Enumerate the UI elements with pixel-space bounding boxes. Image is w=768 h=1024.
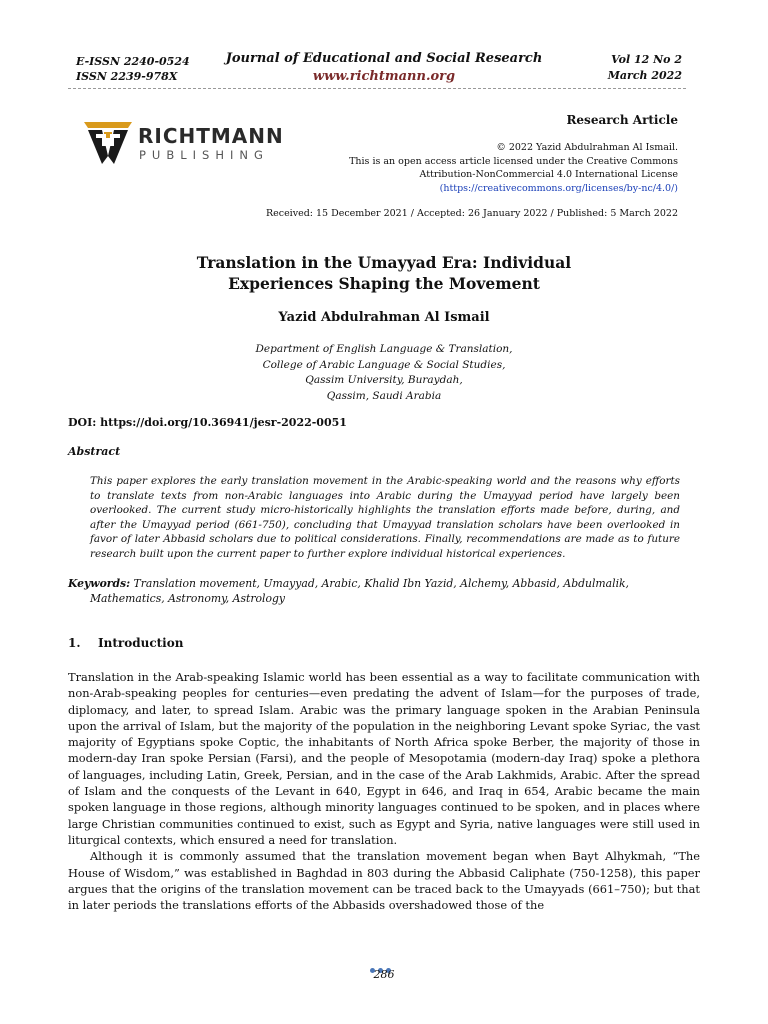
affiliation-line: Qassim, Saudi Arabia (326, 389, 442, 402)
paragraph: Translation in the Arab-speaking Islamic world has been essential as a way to facilitate communication with non-Arab-speaking peoples for centuries—even predating the advent of Islam—for the purposes of trade, diplomacy, and later, to spread Islam. Arabic was the primary language spoken in the Arabian Peninsula upon the arrival of Islam, but the majority of the population in the neighboring Levant spoke Syriac, the vast majority of Egyptians spoke Coptic, the inhabitants of North Africa spoke Berber, the majority of those in modern-day Iran spoke Persian (Farsi), and the people of Mesopotamia (modern-day Iraq) spoke a plethora of languages, including Latin, Greek, Persian, and in the case of the Arab Lakhmids, Arabic. After the spread of Islam and the conquests of the Levant in 640, Egypt in 646, and Iraq in 654, Arabic became the main spoken language in those regions, although minority languages continued to be spoken, and in places where large Christian communities continued to exist, such as Egypt and Syria, native languages were still used in liturgical contexts, which ensured a need for translation. (68, 670, 700, 847)
affiliation-line: College of Arabic Language & Social Studies, (262, 358, 506, 371)
header-divider (68, 88, 686, 89)
keywords-label: Keywords: (68, 577, 131, 590)
doi-link[interactable]: DOI: https://doi.org/10.36941/jesr-2022-0051 (68, 416, 347, 429)
journal-issn-block (76, 54, 190, 84)
title-line: Translation in the Umayyad Era: Individual (196, 253, 572, 272)
issue-info (608, 52, 682, 84)
copyright-block (349, 141, 678, 195)
license-link[interactable]: (https://creativecommons.org/licenses/by-nc/4.0/) (439, 182, 678, 194)
richtmann-emblem-icon (82, 116, 134, 172)
keywords (68, 577, 702, 606)
section-heading (68, 636, 183, 650)
issn: ISSN 2239-978X (76, 70, 178, 83)
issue-date: March 2022 (607, 69, 682, 82)
abstract-text: This paper explores the early translation movement in the Arabic-speaking world and the reasons why efforts to translate texts from non-Arabic languages into Arabic during the Umayyad period have largely been overlooked. The current study micro-historically highlights the translation efforts made before, during, and after the Umayyad period (661-750), concluding that Umayyad translation scholars have been overlooked in favor of later Abbasid scholars due to political considerations. Finally, recommendations are made as to future research built upon the current paper to further explore individual historical experiences. (90, 475, 680, 560)
volume: Vol 12 No 2 (611, 53, 682, 66)
title-line: Experiences Shaping the Movement (228, 274, 540, 293)
journal-title-block (200, 50, 568, 86)
keywords-list: Translation movement, Umayyad, Arabic, Khalid Ibn Yazid, Alchemy, Abbasid, Abdulmalik, Mathematics, Astronomy, Astrology (90, 577, 629, 605)
page-number: 286 (373, 968, 395, 981)
logo-subtitle: PUBLISHING (139, 148, 269, 162)
author-name: Yazid Abdulrahman Al Ismail (278, 310, 490, 325)
copyright-line: © 2022 Yazid Abdulrahman Al Ismail. (496, 142, 678, 153)
paragraph: Although it is commonly assumed that the translation movement began when Bayt Alhykmah, “The House of Wisdom,” was established in Baghdad in 803 during the Abbasid Caliphate (750-1258), this paper argues that the origins of the translation movement can be traced back to the Umayyads (661–750); but that in later periods the translations efforts of the Abbasids overshadowed those of the (68, 849, 700, 913)
license-name: Attribution-NonCommercial 4.0 International License (419, 169, 678, 180)
abstract-heading: Abstract (68, 445, 121, 458)
journal-website-link[interactable]: www.richtmann.org (312, 69, 456, 84)
affiliation-line: Department of English Language & Translation, (255, 343, 513, 355)
affiliation (120, 342, 648, 404)
body-text (68, 669, 700, 913)
eissn: E-ISSN 2240-0524 (76, 55, 190, 68)
publisher-logo (82, 116, 284, 176)
journal-name: Journal of Educational and Social Research (225, 51, 543, 66)
license-line: This is an open access article licensed under the Creative Commons (349, 155, 678, 167)
paper-title (120, 252, 648, 294)
logo-wordmark: RICHTMANN (138, 124, 284, 148)
affiliation-line: Qassim University, Buraydah, (305, 374, 463, 386)
section-title: Introduction (98, 636, 184, 650)
section-number: 1. (68, 636, 81, 650)
publication-dates: Received: 15 December 2021 / Accepted: 26 January 2022 / Published: 5 March 2022 (265, 208, 678, 219)
article-type: Research Article (566, 113, 678, 127)
